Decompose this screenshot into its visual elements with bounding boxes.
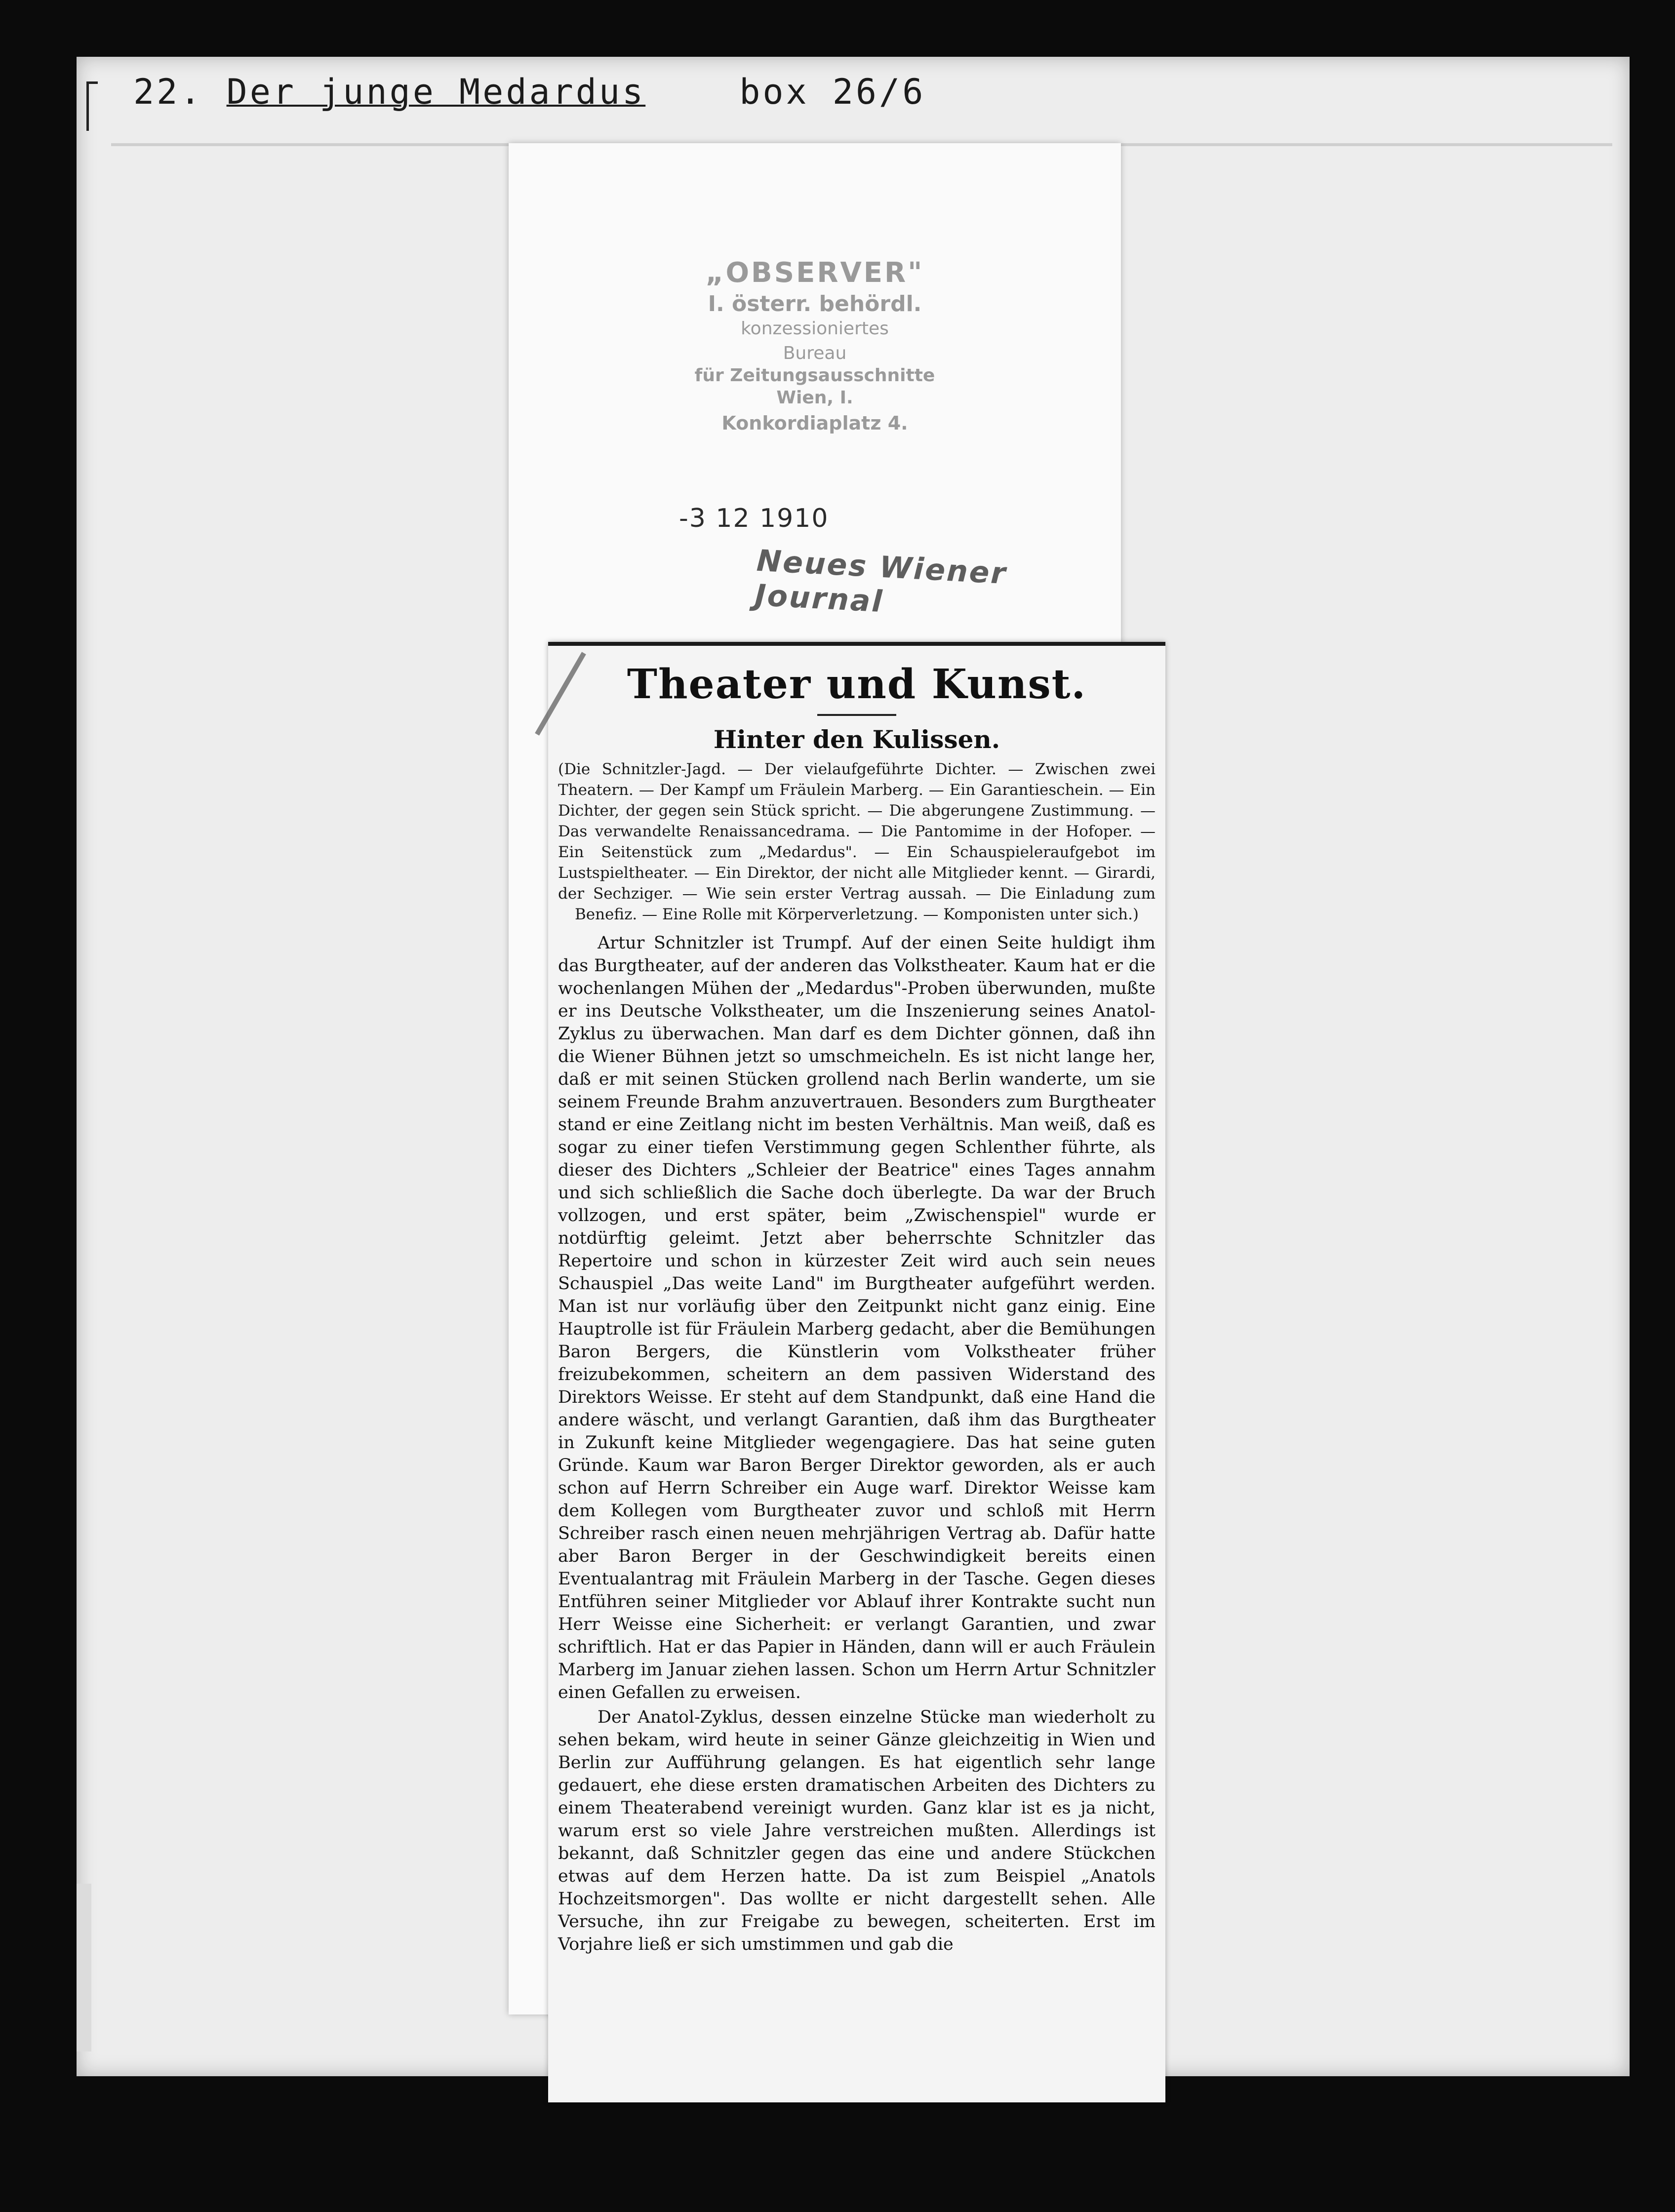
date-stamp: -3 12 1910	[679, 504, 829, 533]
clipping-subtitle: Hinter den Kulissen.	[713, 725, 1000, 754]
stamp-line-4: Bureau	[783, 343, 847, 363]
header-bracket	[86, 81, 98, 131]
stamp-line-6: Wien, I.	[776, 388, 853, 408]
newspaper-clipping	[548, 642, 1165, 2102]
stamp-line-3: konzessioniertes	[741, 318, 889, 339]
stamp-line-2: I. österr. behördl.	[708, 291, 922, 316]
stamp-line-1: „OBSERVER"	[705, 257, 924, 289]
body-paragraph-2: Der Anatol-Zyklus, dessen einzelne Stücke man wiederholt zu sehen bekam, wird heute in seiner Gänze gleichzeitig in Wien und Berlin zur Aufführung gelangen. Es hat eigentlich sehr lange gedauert, ehe diese ersten dramatischen Arbeiten des Dichters zu einem Theaterabend vereinigt wurden. Ganz klar ist es ja nicht, warum erst so viele Jahre verstreichen mußten. Allerdings ist bekannt, daß Schnitzler gegen das eine und andere Stückchen etwas auf dem Herzen hatte. Da ist zum Beispiel „Anatols Hochzeitsmorgen". Das wollte er nicht dargestellt sehen. Alle Versuche, ihn zur Freigabe zu bewegen, scheiterten. Erst im Vorjahre ließ er sich umstimmen und gab die	[558, 1707, 1156, 1954]
box-reference: box 26/6	[739, 72, 926, 112]
title-rule	[817, 714, 896, 716]
stamp-line-7: Konkordiaplatz 4.	[721, 412, 908, 434]
observer-stamp	[509, 143, 1121, 449]
page-edge-strip	[77, 1884, 91, 2052]
clipping-abstract: (Die Schnitzler-Jagd. — Der vielaufgeführte Dichter. — Zwischen zwei Theatern. — Der Kampf um Fräulein Marberg. — Ein Garantieschein. — Ein Dichter, der gegen sein Stück spricht. — Die abgerungene Zustimmung. — Das verwandelte Renaissancedrama. — Die Pantomime in der Hofoper. — Ein Seitenstück zum „Medardus". — Ein Schauspieleraufgebot im Lustspieltheater. — Ein Direktor, der nicht alle Mitglieder kennt. — Girardi, der Sechziger. — Wie sein erster Vertrag aussah. — Die Einladung zum Benefiz. — Eine Rolle mit Körperverletzung. — Komponisten unter sich.)	[558, 760, 1156, 923]
clipping-title: Theater und Kunst.	[627, 661, 1087, 708]
newspaper-name-stamp: Neues Wiener Journal	[754, 543, 1008, 620]
body-paragraph-1: Artur Schnitzler ist Trumpf. Auf der einen Seite huldigt ihm das Burgtheater, auf der anderen das Volkstheater. Kaum hat er die wochenlangen Mühen der „Medardus"-Proben überwunden, mußte er ins Deutsche Volkstheater, um die Inszenierung seines Anatol-Zyklus zu überwachen. Man darf es dem Dichter gönnen, daß ihn die Wiener Bühnen jetzt so umschmeicheln. Es ist nicht lange her, daß er mit seinen Stücken grollend nach Berlin wanderte, um sie seinem Freunde Brahm anzuvertrauen. Besonders zum Burgtheater stand er eine Zeitlang nicht im besten Verhältnis. Man weiß, daß es sogar zu einer tiefen Verstimmung gegen Schlenther führte, als dieser des Dichters „Schleier der Beatrice" eines Tages annahm und sich schließlich die Sache doch überlegte. Da war der Bruch vollzogen, und erst später, beim „Zwischenspiel" wurde er notdürftig geleimt. Jetzt aber beherrschte Schnitzler das Repertoire und schon in kürzester Zeit wird auch sein neues Schauspiel „Das weite Land" im Burgtheater aufgeführt werden. Man ist nur vorläufig über den Zeitpunkt nicht ganz einig. Eine Hauptrolle ist für Fräulein Marberg gedacht, aber die Bemühungen Baron Bergers, die Künstlerin vom Volkstheater früher freizubekommen, scheitern an dem passiven Widerstand des Direktors Weisse. Er steht auf dem Standpunkt, daß eine Hand die andere wäscht, und verlangt Garantien, daß ihm das Burgtheater in Zukunft keine Mitglieder wegengagiere. Das hat seine guten Gründe. Kaum war Baron Berger Direktor geworden, als er auch schon auf Herrn Schreiber ein Auge warf. Direktor Weisse kam dem Kollegen vom Burgtheater zuvor und schloß mit Herrn Schreiber rasch einen neuen mehrjährigen Vertrag ab. Dafür hatte aber Baron Berger in der Geschwindigkeit bereits einen Eventualantrag mit Fräulein Marberg in der Tasche. Gegen dieses Entführen seiner Mitglieder vor Ablauf ihrer Kontrakte sucht nun Herr Weisse eine Sicherheit: er verlangt Garantien, und zwar schriftlich. Hat er das Papier in Händen, dann will er auch Fräulein Marberg im Januar ziehen lassen. Schon um Herrn Artur Schnitzler einen Gefallen zu erweisen.	[558, 933, 1156, 1702]
folder-title: Der junge Medardus	[226, 72, 646, 112]
folder-number: 22.	[133, 72, 203, 112]
clipping-body	[558, 932, 1156, 1956]
folder-header	[133, 72, 925, 112]
stamp-line-5: für Zeitungsausschnitte	[694, 365, 935, 386]
